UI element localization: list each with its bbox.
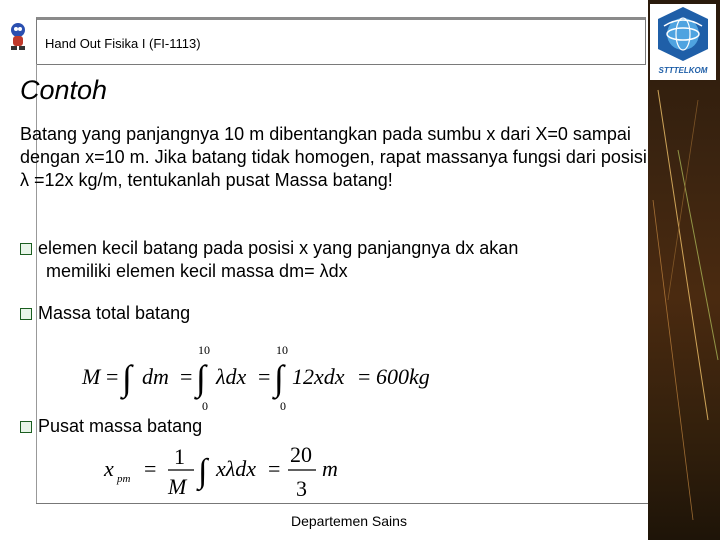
eq2-numerator-2: 20	[290, 442, 312, 467]
eq1-upper-limit-1: 10	[198, 343, 210, 357]
eq2-equals-2: =	[268, 456, 281, 481]
footer-text: Departemen Sains	[291, 513, 407, 529]
eq2-integrand: xλdx	[216, 456, 257, 481]
bullet-item-3	[20, 415, 202, 438]
eq1-lower-limit-2: 0	[280, 399, 286, 413]
bullet-3-text: Pusat massa batang	[38, 416, 203, 436]
logo-label: STTTELKOM	[658, 66, 708, 75]
eq2-unit: m	[322, 456, 338, 481]
eq2-denominator-2: 3	[296, 476, 307, 501]
eq1-M: M	[82, 364, 101, 389]
eq1-equals-2: =	[180, 364, 193, 389]
header-box	[36, 17, 646, 65]
checkbox-bullet-icon	[20, 421, 32, 433]
header-text: Hand Out Fisika I (FI-1113)	[45, 36, 201, 51]
mascot-icon	[5, 20, 31, 52]
eq2-denominator-1: M	[168, 474, 187, 499]
eq1-lower-limit-1: 0	[202, 399, 208, 413]
bullet-2-text: Massa total batang	[38, 303, 191, 323]
equation-total-mass	[80, 340, 450, 415]
eq1-lambda-dx: λdx	[216, 364, 247, 389]
integral-sign-icon: ∫	[196, 358, 206, 398]
eq1-12xdx: 12xdx	[292, 364, 345, 389]
checkbox-bullet-icon	[20, 243, 32, 255]
eq1-upper-limit-2: 10	[276, 343, 288, 357]
eq2-x: x	[104, 456, 114, 481]
footer-divider	[36, 503, 648, 504]
eq1-equals-3: =	[258, 364, 271, 389]
sttelkom-logo	[650, 4, 716, 80]
eq1-dm: dm	[142, 364, 169, 389]
equation-center-of-mass	[100, 440, 360, 502]
integral-sign-icon: ∫	[274, 358, 284, 398]
bullet-item-2	[20, 302, 190, 325]
integral-sign-icon: ∫	[122, 358, 132, 398]
eq2-numerator-1: 1	[174, 444, 185, 469]
eq2-equals-1: =	[144, 456, 157, 481]
slide-title: Contoh	[20, 75, 108, 105]
problem-paragraph: Batang yang panjangnya 10 m dibentangkan pada sumbu x dari X=0 sampai dengan x=10 m. Jika batang tidak homogen, rapat massanya fungsi dari posisi λ =12x kg/m, tentukanlah pusat Massa batang!	[20, 124, 647, 190]
eq2-subscript: pm	[117, 473, 131, 485]
eq1-equals-4: =	[358, 364, 371, 389]
bullet-1-line2: memiliki elemen kecil massa dm= λdx	[46, 261, 348, 281]
bullet-item-1	[20, 237, 660, 283]
eq1-equals-1: =	[106, 364, 119, 389]
checkbox-bullet-icon	[20, 308, 32, 320]
integral-sign-icon: ∫	[198, 453, 208, 490]
eq1-result: 600kg	[376, 364, 430, 389]
bullet-1-line1: elemen kecil batang pada posisi x yang panjangnya dx akan	[38, 238, 519, 258]
